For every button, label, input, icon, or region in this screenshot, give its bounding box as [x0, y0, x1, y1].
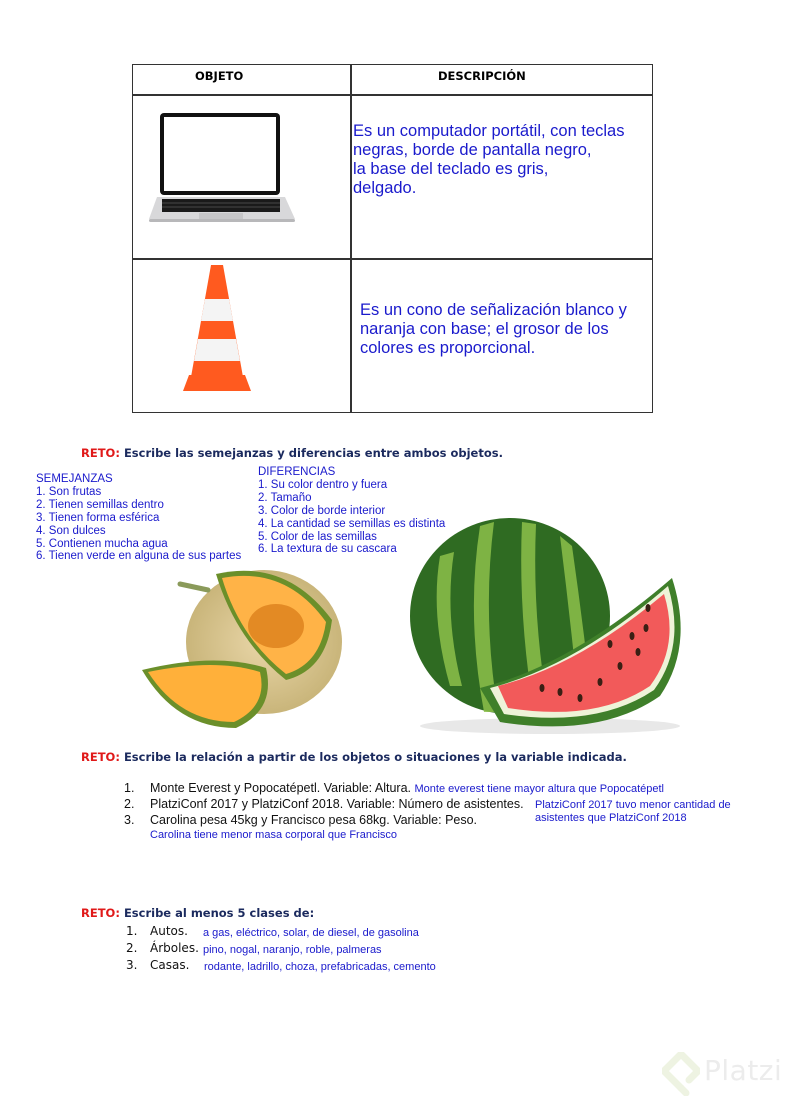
reto-label: RETO:	[81, 446, 120, 460]
list-item: 3. Color de borde interior	[258, 504, 386, 517]
item-label: Casas.	[150, 958, 190, 972]
reto-label: RETO:	[81, 750, 120, 764]
reto-text: Escribe las semejanzas y diferencias entre ambos objetos.	[119, 446, 503, 460]
reto-text: Escribe al menos 5 clases de:	[119, 906, 315, 920]
relation-item-2-answer	[535, 799, 731, 825]
description-line: Es un computador portátil, con teclas	[353, 122, 625, 140]
list-item: 5. Contienen mucha agua	[36, 537, 168, 550]
list-item: 1. Son frutas	[36, 485, 102, 498]
list-item: 6. Tienen verde en alguna de sus partes	[36, 550, 242, 563]
class-answer-arboles: pino, nogal, naranjo, roble, palmeras	[203, 944, 382, 956]
reto-text: Escribe la relación a partir de los objetos o situaciones y la variable indicada.	[119, 750, 627, 764]
platzi-logo-icon	[662, 1052, 700, 1101]
watermelon-image	[410, 516, 700, 738]
list-item: 1. Su color dentro y fuera	[258, 478, 388, 491]
semejanzas-list	[36, 473, 241, 563]
laptop-description	[353, 122, 624, 198]
class-answer-autos: a gas, eléctrico, solar, de diesel, de gasolina	[203, 927, 419, 939]
list-item: 2. Tienen semillas dentro	[36, 498, 164, 511]
table-row-divider	[133, 258, 652, 260]
item-answer: Monte everest tiene mayor altura que Popocatépetl	[414, 783, 664, 795]
item-label: Autos.	[150, 924, 188, 938]
list-item: 6. La textura de su cascara	[258, 543, 397, 556]
description-line: Es un cono de señalización blanco y	[360, 301, 627, 319]
class-item-autos	[126, 924, 188, 938]
relation-item-2	[124, 797, 524, 811]
description-line: colores es proporcional.	[360, 339, 536, 357]
reto1-heading	[81, 446, 503, 460]
item-number: 1.	[124, 781, 135, 795]
item-text: Monte Everest y Popocatépetl. Variable: Altura.	[150, 781, 412, 795]
list-item: 2. Tamaño	[258, 491, 312, 504]
reto-label: RETO:	[81, 906, 120, 920]
relation-item-3-answer: Carolina tiene menor masa corporal que Francisco	[150, 829, 398, 841]
list-item: 5. Color de las semillas	[258, 530, 377, 543]
item-number: 2.	[124, 797, 135, 811]
item-number: 3.	[124, 813, 135, 827]
answer-line: PlatziConf 2017 tuvo menor cantidad de	[535, 799, 731, 811]
cantaloupe-melon-image	[136, 560, 346, 735]
table-column-divider	[350, 65, 352, 412]
description-line: la base del teclado es gris,	[353, 160, 549, 178]
platzi-wordmark: Platzi	[704, 1054, 783, 1087]
reto2-heading	[81, 750, 627, 764]
relation-item-3	[124, 813, 477, 827]
traffic-cone-image	[181, 263, 253, 395]
item-number: 3.	[126, 958, 138, 972]
laptop-image	[147, 111, 297, 231]
class-answer-casas: rodante, ladrillo, choza, prefabricadas, cemento	[204, 961, 436, 973]
semejanzas-title: SEMEJANZAS	[36, 473, 113, 485]
item-text: PlatziConf 2017 y PlatziConf 2018. Variable: Número de asistentes.	[150, 797, 524, 811]
item-number: 1.	[126, 924, 138, 938]
description-line: negras, borde de pantalla negro,	[353, 141, 592, 159]
objects-table	[132, 64, 653, 413]
platzi-watermark	[660, 1050, 800, 1098]
description-line: delgado.	[353, 179, 417, 197]
description-line: naranja con base; el grosor de los	[360, 320, 609, 338]
diferencias-title: DIFERENCIAS	[258, 466, 336, 478]
table-header-divider	[133, 94, 652, 96]
reto3-heading	[81, 906, 314, 920]
list-item: 3. Tienen forma esférica	[36, 511, 160, 524]
relation-item-1	[124, 781, 664, 795]
cone-description	[360, 301, 627, 358]
list-item: 4. Son dulces	[36, 524, 106, 537]
list-item: 4. La cantidad se semillas es distinta	[258, 517, 446, 530]
item-text: Carolina pesa 45kg y Francisco pesa 68kg. Variable: Peso.	[150, 813, 478, 827]
header-descripcion: DESCRIPCIÓN	[438, 69, 526, 83]
answer-line: asistentes que PlatziConf 2018	[535, 812, 687, 824]
header-objeto: OBJETO	[195, 69, 244, 83]
item-label: Árboles.	[150, 941, 199, 955]
class-item-casas	[126, 958, 189, 972]
item-number: 2.	[126, 941, 138, 955]
class-item-arboles	[126, 941, 199, 955]
